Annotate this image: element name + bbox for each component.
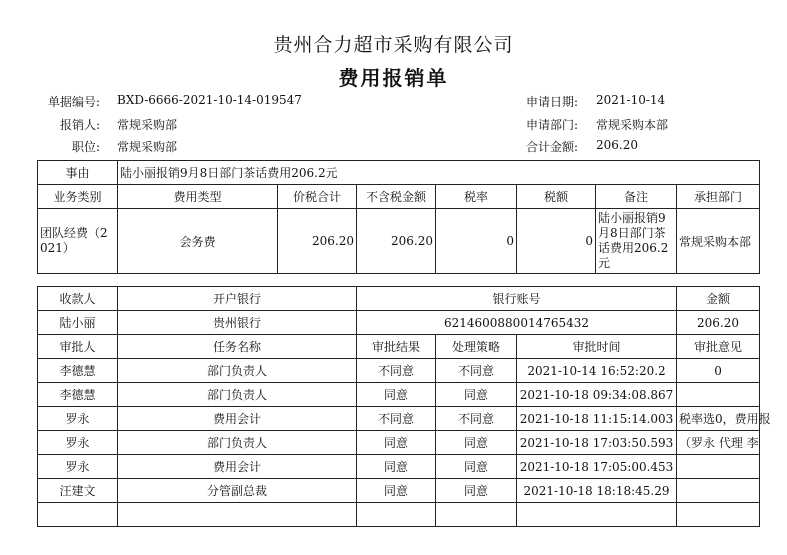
company-name: 贵州合力超市采购有限公司 <box>273 34 514 56</box>
approval-strategy: 同意 <box>436 479 517 503</box>
payee-row <box>38 311 760 335</box>
task-name: 部门负责人 <box>118 383 357 407</box>
expense-row <box>38 209 760 274</box>
payee-bank: 贵州银行 <box>118 311 357 335</box>
approval-strategy: 同意 <box>436 431 517 455</box>
approver: 李德慧 <box>38 383 118 407</box>
approval-time: 2021-10-18 11:15:14.003 <box>517 407 677 431</box>
expense-tax: 0 <box>517 209 596 274</box>
approval-row <box>38 383 760 407</box>
approval-result: 不同意 <box>357 407 436 431</box>
task-name: 部门负责人 <box>118 431 357 455</box>
approval-result: 同意 <box>357 455 436 479</box>
approval-result: 不同意 <box>357 359 436 383</box>
col-header: 不含税金额 <box>357 185 436 209</box>
approval-strategy: 不同意 <box>436 359 517 383</box>
expense-rate: 0 <box>436 209 517 274</box>
col-header: 金额 <box>677 287 760 311</box>
approval-opinion <box>677 383 760 407</box>
approval-time: 2021-10-18 17:03:50.593 <box>517 431 677 455</box>
payee-name: 陆小丽 <box>38 311 118 335</box>
total-value: 206.20 <box>596 138 638 152</box>
expense-pretax: 206.20 <box>357 209 436 274</box>
col-header: 备注 <box>596 185 677 209</box>
col-header: 费用类型 <box>118 185 278 209</box>
dept-value: 常规采购本部 <box>596 118 669 132</box>
reason-text: 陆小丽报销9月8日部门茶话费用206.2元 <box>118 161 760 185</box>
col-header: 收款人 <box>38 287 118 311</box>
approval-opinion: 0 <box>677 359 760 383</box>
section-spacer <box>38 274 760 287</box>
document-title: 费用报销单 <box>338 66 449 90</box>
position-label: 职位: <box>71 140 100 154</box>
approver: 罗永 <box>38 455 118 479</box>
empty-cell <box>357 503 436 527</box>
approval-row <box>38 431 760 455</box>
doc-no-value: BXD-6666-2021-10-14-019547 <box>117 93 302 107</box>
task-name: 费用会计 <box>118 455 357 479</box>
approval-row <box>38 359 760 383</box>
task-name: 部门负责人 <box>118 359 357 383</box>
col-header: 银行账号 <box>357 287 677 311</box>
approval-time: 2021-10-18 17:05:00.453 <box>517 455 677 479</box>
apply-date-value: 2021-10-14 <box>596 93 666 107</box>
task-name: 费用会计 <box>118 407 357 431</box>
apply-date-label: 申请日期: <box>526 95 579 109</box>
spacer-cell <box>38 274 760 287</box>
expense-dept: 常规采购本部 <box>677 209 760 274</box>
position-value: 常规采购部 <box>117 140 178 154</box>
approver: 汪建文 <box>38 479 118 503</box>
approval-strategy: 不同意 <box>436 407 517 431</box>
approval-strategy: 同意 <box>436 455 517 479</box>
col-header: 开户银行 <box>118 287 357 311</box>
reason-label: 事由 <box>38 161 118 185</box>
approval-opinion <box>677 479 760 503</box>
approval-header-row <box>38 335 760 359</box>
approval-result: 同意 <box>357 431 436 455</box>
payee-account: 6214600880014765432 <box>357 311 677 335</box>
approval-row <box>38 407 760 431</box>
col-header: 审批时间 <box>517 335 677 359</box>
approval-result: 同意 <box>357 479 436 503</box>
approval-time: 2021-10-18 09:34:08.867 <box>517 383 677 407</box>
expense-type: 会务费 <box>118 209 278 274</box>
payee-header-row <box>38 287 760 311</box>
empty-cell <box>436 503 517 527</box>
doc-no-label: 单据编号: <box>47 95 100 109</box>
approval-time: 2021-10-14 16:52:20.2 <box>517 359 677 383</box>
col-header: 承担部门 <box>677 185 760 209</box>
empty-cell <box>517 503 677 527</box>
empty-cell <box>677 503 760 527</box>
col-header: 税率 <box>436 185 517 209</box>
empty-cell <box>38 503 118 527</box>
approver: 李德慧 <box>38 359 118 383</box>
col-header: 审批意见 <box>677 335 760 359</box>
col-header: 处理策略 <box>436 335 517 359</box>
approver: 罗永 <box>38 431 118 455</box>
approval-opinion <box>677 455 760 479</box>
task-name: 分管副总裁 <box>118 479 357 503</box>
approval-row <box>38 479 760 503</box>
applicant-value: 常规采购部 <box>117 118 178 132</box>
expense-category: 团队经费（2021） <box>38 209 118 274</box>
col-header: 价税合计 <box>278 185 357 209</box>
payee-amount: 206.20 <box>677 311 760 335</box>
empty-cell <box>118 503 357 527</box>
expense-total: 206.20 <box>278 209 357 274</box>
approval-time: 2021-10-18 18:18:45.29 <box>517 479 677 503</box>
approval-row <box>38 455 760 479</box>
approval-strategy: 同意 <box>436 383 517 407</box>
col-header: 税额 <box>517 185 596 209</box>
col-header: 审批结果 <box>357 335 436 359</box>
approval-result: 同意 <box>357 383 436 407</box>
col-header: 业务类别 <box>38 185 118 209</box>
dept-label: 申请部门: <box>526 118 579 132</box>
applicant-label: 报销人: <box>59 118 100 132</box>
approver: 罗永 <box>38 407 118 431</box>
expense-header-row <box>38 185 760 209</box>
approval-opinion: 税率选0，费用报 <box>677 407 760 431</box>
col-header: 审批人 <box>38 335 118 359</box>
empty-row <box>38 503 760 527</box>
col-header: 任务名称 <box>118 335 357 359</box>
reason-row <box>38 161 760 185</box>
expense-note: 陆小丽报销9月8日部门茶话费用206.2元 <box>596 209 677 274</box>
total-label: 合计金额: <box>526 140 579 154</box>
reimbursement-table <box>37 160 771 527</box>
approval-opinion: （罗永 代理 李 <box>677 431 760 455</box>
